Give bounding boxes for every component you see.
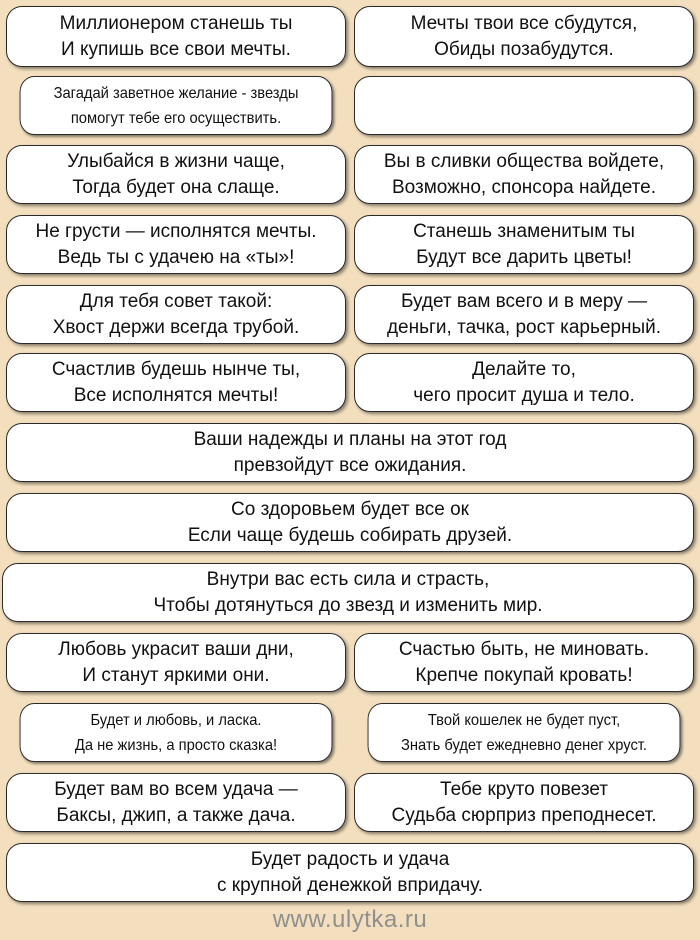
wish-line-2: Возможно, спонсора найдете. bbox=[391, 176, 657, 198]
wish-line-2: Обиды позабудутся. bbox=[434, 38, 614, 60]
wish-card bbox=[6, 145, 346, 204]
empty-wish-card bbox=[354, 76, 694, 135]
site-watermark: www.ulytka.ru bbox=[272, 906, 428, 933]
wish-line-2: И станут яркими они. bbox=[82, 664, 270, 686]
wish-card bbox=[354, 773, 694, 832]
wish-line-2: Тогда будет она слаще. bbox=[72, 176, 280, 198]
wish-card-wide bbox=[2, 563, 694, 622]
wish-line-2: чего просит душа и тело. bbox=[413, 384, 635, 406]
wish-line-1: Твой кошелек не будет пуст, bbox=[427, 711, 621, 729]
wish-line-2: И купишь все свои мечты. bbox=[61, 38, 291, 60]
wish-line-1: Со здоровьем будет все ок bbox=[231, 498, 469, 520]
wish-line-1: Будет радость и удача bbox=[250, 848, 450, 870]
wish-line-1: Тебе круто повезет bbox=[440, 778, 608, 800]
wish-card bbox=[6, 215, 346, 274]
wish-line-1: Будет и любовь, и ласка. bbox=[90, 711, 262, 729]
wish-line-2: Знать будет ежедневно денег хруст. bbox=[400, 736, 648, 754]
wish-line-1: Будет вам во всем удача — bbox=[54, 778, 298, 800]
wish-line-2: Ведь ты с удачею на «ты»! bbox=[57, 246, 295, 268]
wish-card-wide bbox=[6, 493, 694, 552]
wish-card bbox=[354, 215, 694, 274]
wish-line-1: Улыбайся в жизни чаще, bbox=[67, 150, 285, 172]
wish-line-1: Счастью быть, не миновать. bbox=[398, 638, 650, 660]
wish-line-2: Судьба сюрприз преподнесет. bbox=[391, 804, 657, 826]
wish-card-wide bbox=[6, 843, 694, 902]
wish-card bbox=[354, 353, 694, 412]
wish-line-2: с крупной денежкой впридачу. bbox=[217, 874, 483, 896]
wish-line-1: Не грусти — исполнятся мечты. bbox=[35, 220, 317, 242]
wish-line-2: деньги, тачка, рост карьерный. bbox=[386, 316, 662, 338]
wish-card bbox=[6, 633, 346, 692]
wish-line-2: помогут тебе его осуществить. bbox=[70, 109, 282, 127]
wish-line-1: Загадай заветное желание - звезды bbox=[53, 84, 299, 102]
wish-line-1: Любовь украсит ваши дни, bbox=[58, 638, 294, 660]
wish-card bbox=[20, 703, 333, 762]
wish-line-2: Чтобы дотянуться до звезд и изменить мир. bbox=[153, 594, 543, 616]
wish-card bbox=[20, 76, 333, 135]
wish-line-1: Мечты твои все сбудутся, bbox=[410, 12, 638, 34]
wish-line-1: Внутри вас есть сила и страсть, bbox=[206, 568, 490, 590]
wish-card bbox=[354, 633, 694, 692]
wish-card bbox=[6, 353, 346, 412]
wish-line-1: Вы в сливки общества войдете, bbox=[383, 150, 665, 172]
wish-line-1: Делайте то, bbox=[472, 358, 576, 380]
wish-card bbox=[354, 285, 694, 344]
wish-line-1: Будет вам всего и в меру — bbox=[400, 290, 648, 312]
wish-card bbox=[354, 145, 694, 204]
wish-line-2: Все исполнятся мечты! bbox=[73, 384, 279, 406]
wish-line-2: Хвост держи всегда трубой. bbox=[52, 316, 300, 338]
wish-line-2: Будут все дарить цветы! bbox=[416, 246, 632, 268]
wish-line-2: Крепче покупай кровать! bbox=[415, 664, 633, 686]
wish-line-2: Баксы, джип, а также дача. bbox=[56, 804, 296, 826]
wish-card bbox=[6, 6, 346, 67]
wish-card bbox=[368, 703, 681, 762]
wish-line-2: превзойдут все ожидания. bbox=[233, 454, 467, 476]
wish-line-2: Если чаще будешь собирать друзей. bbox=[187, 524, 513, 546]
wish-card bbox=[6, 773, 346, 832]
wish-card bbox=[354, 6, 694, 67]
wish-card bbox=[6, 285, 346, 344]
wish-line-2: Да не жизнь, а просто сказка! bbox=[74, 736, 278, 754]
wish-line-1: Ваши надежды и планы на этот год bbox=[193, 428, 507, 450]
wish-line-1: Для тебя совет такой: bbox=[79, 290, 273, 312]
wish-card-wide bbox=[6, 423, 694, 482]
wish-line-1: Счастлив будешь нынче ты, bbox=[51, 358, 301, 380]
wish-line-1: Миллионером станешь ты bbox=[59, 12, 293, 34]
wish-line-1: Станешь знаменитым ты bbox=[413, 220, 635, 242]
